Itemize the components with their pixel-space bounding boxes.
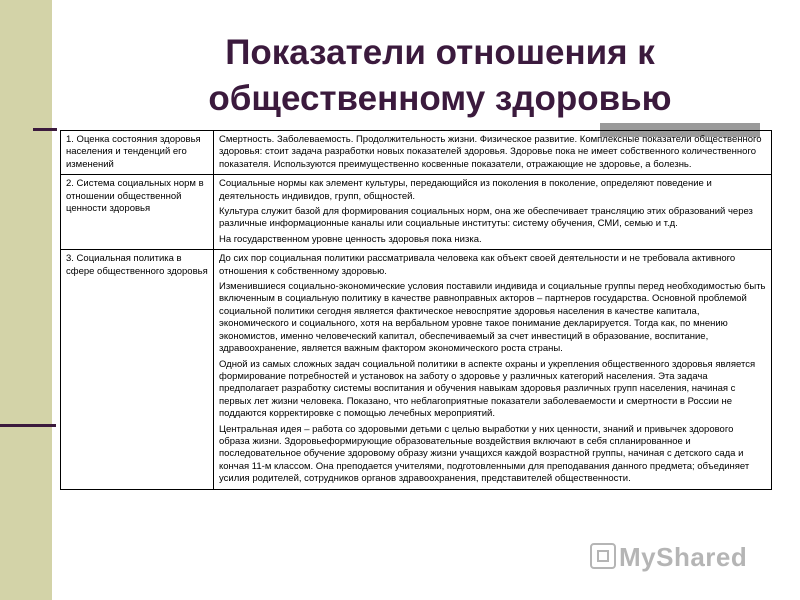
bottom-accent-rule [0, 424, 56, 427]
row-label: 3. Социальная политика в сфере общественного здоровья [61, 250, 214, 489]
top-accent-rule [33, 128, 57, 131]
row-label: 2. Система социальных норм в отношении общественной ценности здоровья [61, 175, 214, 250]
indicators-table [60, 130, 772, 490]
title-line-1: Показатели отношения к [225, 33, 655, 72]
table-row [61, 131, 772, 175]
row-paragraph: Изменившиеся социально-экономические условия поставили индивида и социальные группы перед необходимостью быть включенным в социальную политику в качестве равноправных акторов – партнеров государства. Основной проблемой социальной политики сегодня является фактическое невоспрятие здоровья населения в качестве капитала, экономического и социального, хотя на вербальном уровне такое понимание декларируется. Тогда как, по мнению экономистов, именно человеческий капитал, обеспечиваемый за счет инвестиций в образование, воспитание, здравоохранение, является важным фактором экономического роста страны. [219, 281, 766, 355]
row-paragraph: Центральная идея – работа со здоровыми детьми с целью выработки у них ценности, знаний и привычек здорового образа жизни. Здоровьеформирующие образовательные воздействия включают в себя спланированное и последовательное обучение здоровому образу жизни учащихся каждой возрастной группы, начиная с детского сада и кончая 11-м классом. Она преподается учителями, подготовленными для преподавания данного предмета; объединяет усилия родителей, сотрудников органов здравоохранения, представителей общественности. [219, 423, 750, 485]
title-line-2: общественному здоровью [208, 79, 672, 118]
watermark-logo-icon [590, 543, 616, 569]
row-paragraph: Смертность. Заболеваемость. Продолжительность жизни. Физическое развитие. Комплексные показатели общественного здоровья: стоит задача разработки новых показателей здоровья. Здоровье пока не имеет собственного количественного показателя. Используются преимущественно косвенные показатели, отражающие не здоровье, а болезнь. [219, 134, 762, 170]
row-content [214, 175, 772, 250]
row-paragraph: Социальные нормы как элемент культуры, передающийся из поколения в поколение, определяют поведение и деятельность индивидов, групп, общностей. [219, 178, 712, 202]
row-content [214, 250, 772, 489]
slide-title [110, 30, 770, 122]
watermark-text: MyShared [619, 542, 748, 572]
row-paragraph: На государственном уровне ценность здоровья пока низка. [219, 233, 482, 245]
watermark-logo [590, 542, 747, 573]
row-label: 1. Оценка состояния здоровья населения и тенденций его изменений [61, 131, 214, 175]
table-row [61, 250, 772, 489]
row-paragraph: Одной из самых сложных задач социальной политики в аспекте охраны и укрепления общественного здоровья является формирование потребностей и установок на заботу о здоровье у различных категорий населения. Эта задача предполагает разработку системы воспитания и обучения навыкам здоровья различных групп населения, начиная с первых лет жизни человека. Показано, что неблагоприятные показатели заболеваемости и смертности в России не поддаются корректировке с помощью лечебных мероприятий. [219, 358, 756, 420]
row-paragraph: Культура служит базой для формирования социальных норм, она же обеспечивает трансляцию этих образований через различные информационные каналы или социальные институты: систему обучения, СМИ, семью и т.д. [219, 206, 753, 230]
side-accent-bar [0, 0, 52, 600]
table-row [61, 175, 772, 250]
row-content [214, 131, 772, 175]
row-paragraph: До сих пор социальная политики рассматривала человека как объект своей деятельности и не требовала активного отношения к собственному здоровью. [219, 253, 736, 277]
